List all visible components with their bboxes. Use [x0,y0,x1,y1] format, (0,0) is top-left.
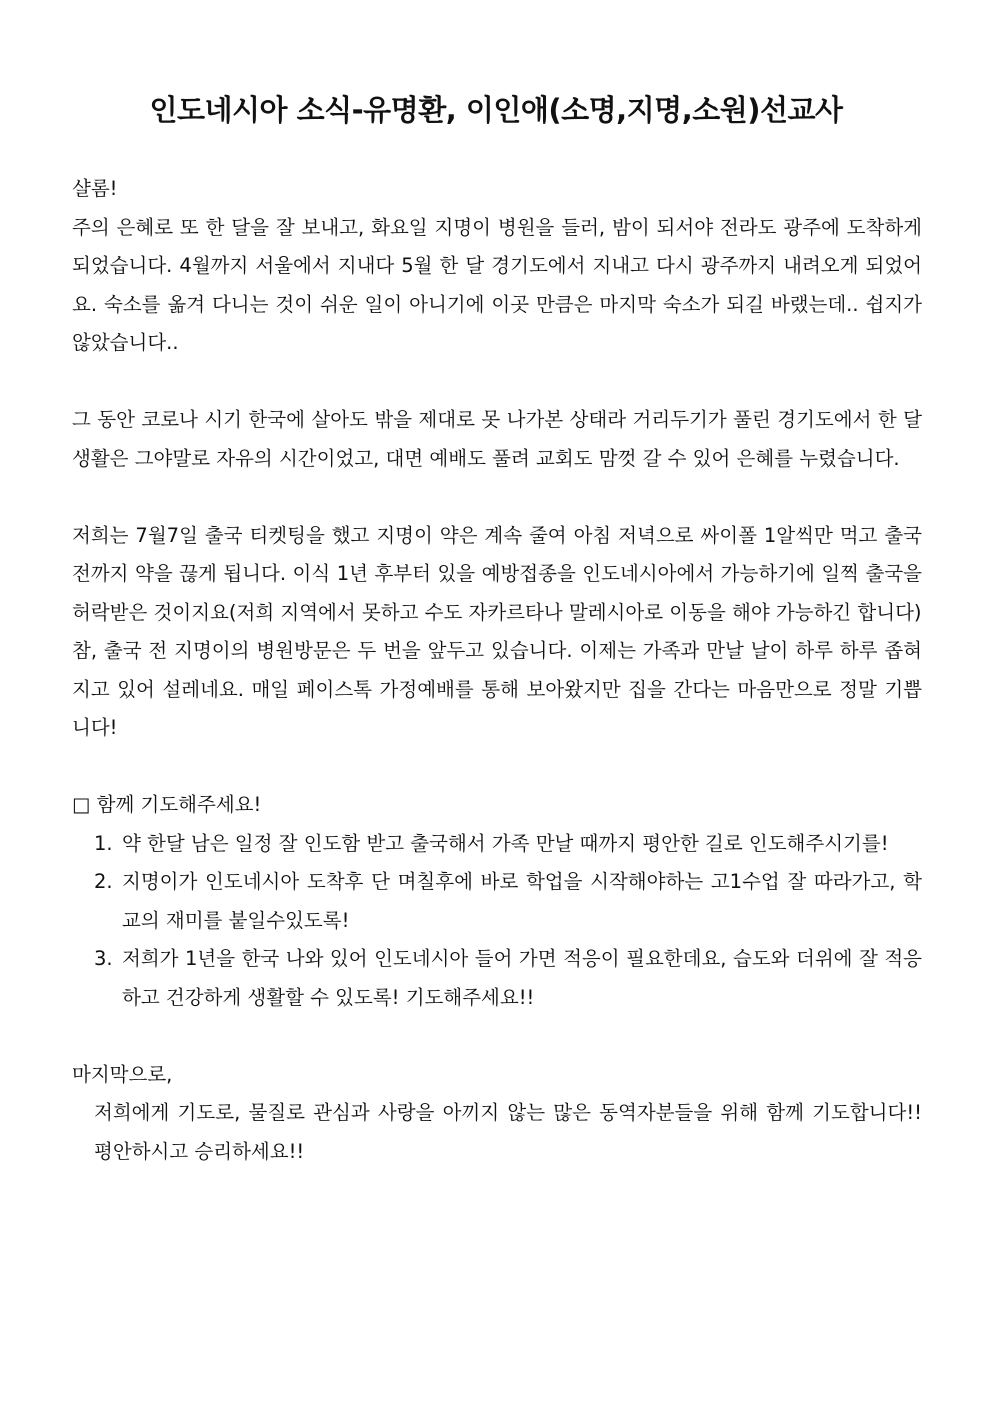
prayer-item [72,825,922,864]
spacer [72,748,922,787]
spacer [72,478,922,517]
paragraph-2: 그 동안 코로나 시기 한국에 살아도 밖을 제대로 못 나가본 상태라 거리두기가 풀린 경기도에서 한 달 생활은 그야말로 자유의 시간이었고, 대면 예배도 풀려 교회도 맘껏 갈 수 있어 은혜를 누렸습니다. [72,408,922,470]
closing-text: 저희에게 기도로, 물질로 관심과 사랑을 아끼지 않는 많은 동역자분들을 위해 함께 기도합니다!! 평안하시고 승리하세요!! [94,1101,922,1163]
prayer-text: 저희가 1년을 한국 나와 있어 인도네시아 들어 가면 적응이 필요한데요, 습도와 더위에 잘 적응하고 건강하게 생활할 수 있도록! 기도해주세요!! [122,947,922,1009]
paragraph-1: 주의 은혜로 또 한 달을 잘 보내고, 화요일 지명이 병원을 들러, 밤이 되서야 전라도 광주에 도착하게 되었습니다. 4월까지 서울에서 지내다 5월 한 달 경기도에서 지내고 다시 광주까지 내려오게 되었어요. 숙소를 옮겨 다니는 것이 쉬운 일이 아니기에 이곳 만큼은 마지막 숙소가 되길 바랬는데.. 쉽지가 않았습니다.. [72,215,922,354]
document-title: 인도네시아 소식-유명환, 이인애(소명,지명,소원)선교사 [149,93,843,127]
prayer-list [72,825,922,1018]
prayer-number: 3. [94,947,113,970]
document-body [72,170,922,1171]
prayer-item [72,940,922,1017]
prayer-text: 지명이가 인도네시아 도착후 단 며칠후에 바로 학업을 시작해야하는 고1수업 잘 따라가고, 학교의 재미를 붙일수있도록! [122,870,922,932]
closing-label: 마지막으로, [72,1062,173,1086]
prayer-heading: □ 함께 기도해주세요! [72,793,262,816]
spacer [72,363,922,402]
prayer-text: 약 한달 남은 일정 잘 인도함 받고 출국해서 가족 만날 때까지 평안한 길로 인도해주시기를! [122,831,889,855]
prayer-item [72,863,922,940]
prayer-number: 1. [94,831,113,855]
spacer [72,1017,922,1056]
prayer-number: 2. [94,870,113,893]
greeting: 샬롬! [72,177,118,200]
paragraph-3: 저희는 7월7일 출국 티켓팅을 했고 지명이 약은 계속 줄여 아침 저녁으로 싸이폴 1알씩만 먹고 출국 전까지 약을 끊게 됩니다. 이식 1년 후부터 있을 예방접종을 인도네시아에서 가능하기에 일찍 출국을 허락받은 것이지요(저희 지역에서 못하고 수도 자카르타나 말레시아로 이동을 해야 가능하긴 합니다) [72,523,922,624]
paragraph-4: 참, 출국 전 지명이의 병원방문은 두 번을 앞두고 있습니다. 이제는 가족과 만날 날이 하루 하루 좁혀지고 있어 설레네요. 매일 페이스톡 가정예배를 통해 보아왔지만 집을 간다는 마음만으로 정말 기쁩니다! [72,639,922,739]
